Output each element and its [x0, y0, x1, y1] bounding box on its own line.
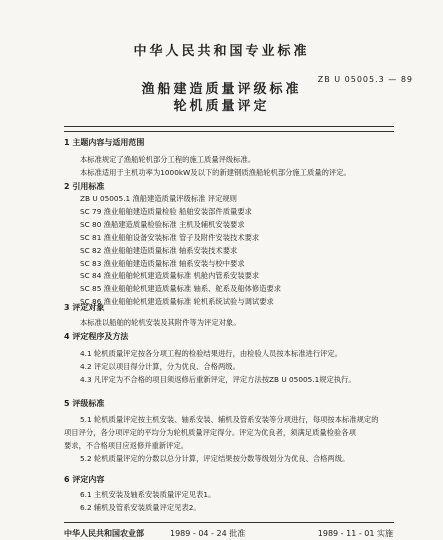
reference-item: SC 85 渔业船舶轮机建造质量标准 轴系、舵系及船体修造要求: [80, 284, 282, 294]
header-double-rule: [64, 126, 394, 132]
section-5-p1: 5.1 轮机质量评定按主机安装、轴系安装、辅机及管系安装等分项进行，每项按本标准规定的: [80, 415, 379, 424]
reference-item: SC 84 渔业船舶轮机建造质量标准 机舱内管系安装要求: [80, 271, 260, 281]
doc-subtitle: 轮机质量评定: [173, 99, 270, 114]
issuing-authority: 中华人民共和国农业部: [64, 529, 144, 538]
reference-item: SC 86 渔业船舶轮机建造质量标准 轮机系统试验与调试要求: [80, 297, 274, 307]
section-4-p2: 4.2 评定以项目得分计算，分为优良、合格两级。: [80, 362, 240, 371]
section-5-heading: 5 评级标准: [64, 399, 105, 408]
effective-date: 1989 - 11 - 01 实施: [317, 529, 393, 538]
reference-item: ZB U 05005.1 渔船建造质量评级标准 评定规则: [80, 194, 237, 203]
section-6-p2: 6.2 辅机及管系安装质量评定见表2。: [80, 503, 201, 512]
reference-item: SC 82 渔业船舶建造质量标准 轴系安装技术要求: [80, 245, 238, 255]
section-3-heading: 3 评定对象: [64, 303, 105, 312]
reference-item: SC 81 渔业船舶设备安装标准 管子及附件安装技术要求: [80, 232, 260, 242]
section-5-p3: 要求，不合格项目应返修并重新评定。: [64, 441, 189, 450]
section-1-p1: 本标准规定了渔船轮机部分工程的施工质量评级标准。: [80, 155, 256, 164]
approval-date: 1989 - 04 - 24 批准: [170, 529, 246, 538]
section-6-p1: 6.1 主机安装及轴系安装质量评定见表1。: [80, 490, 216, 499]
section-5-p4: 5.2 轮机质量评定的分数以总分计算，评定结果按分数等级划分为优良、合格两级。: [80, 454, 350, 463]
standard-org: 中华人民共和国专业标准: [133, 44, 310, 59]
reference-item: SC 80 渔船建造质量检验标准 主机及辅机安装要求: [80, 219, 245, 229]
reference-item: SC 79 渔业船舶建造质量检验 船舶安装部件质量要求: [80, 206, 252, 216]
section-3-p1: 本标准以船舶的轮机安装及其附件等为评定对象。: [80, 318, 241, 327]
doc-title: 渔船建造质量评级标准: [141, 82, 302, 97]
standard-code: ZB U 05005.3 — 89: [317, 75, 413, 84]
section-5-p2: 项目评分，各分项评定的平均分为轮机质量评定得分。评定为优良者，须满足质量检验各项: [64, 428, 356, 437]
section-6-heading: 6 评定内容: [64, 475, 105, 484]
section-2-heading: 2 引用标准: [64, 182, 105, 191]
section-4-heading: 4 评定程序及方法: [64, 332, 129, 341]
section-4-p1: 4.1 轮机质量评定按各分项工程的检验结果进行，由检验人员按本标准进行评定。: [80, 349, 343, 358]
reference-item: SC 83 渔业船舶建造质量标准 轴系安装与校中要求: [80, 258, 245, 268]
reference-list: [80, 193, 281, 309]
section-4-p3: 4.3 凡评定为不合格的项目须返修后重新评定，评定方法按ZB U 05005.1规定执行。: [80, 375, 356, 384]
section-1-heading: 1 主题内容与适用范围: [64, 138, 145, 147]
footer-rule: [64, 522, 394, 523]
section-1-p2: 本标准适用于主机功率为1000kW及以下的新建钢质渔船轮机部分施工质量的评定。: [80, 168, 351, 177]
